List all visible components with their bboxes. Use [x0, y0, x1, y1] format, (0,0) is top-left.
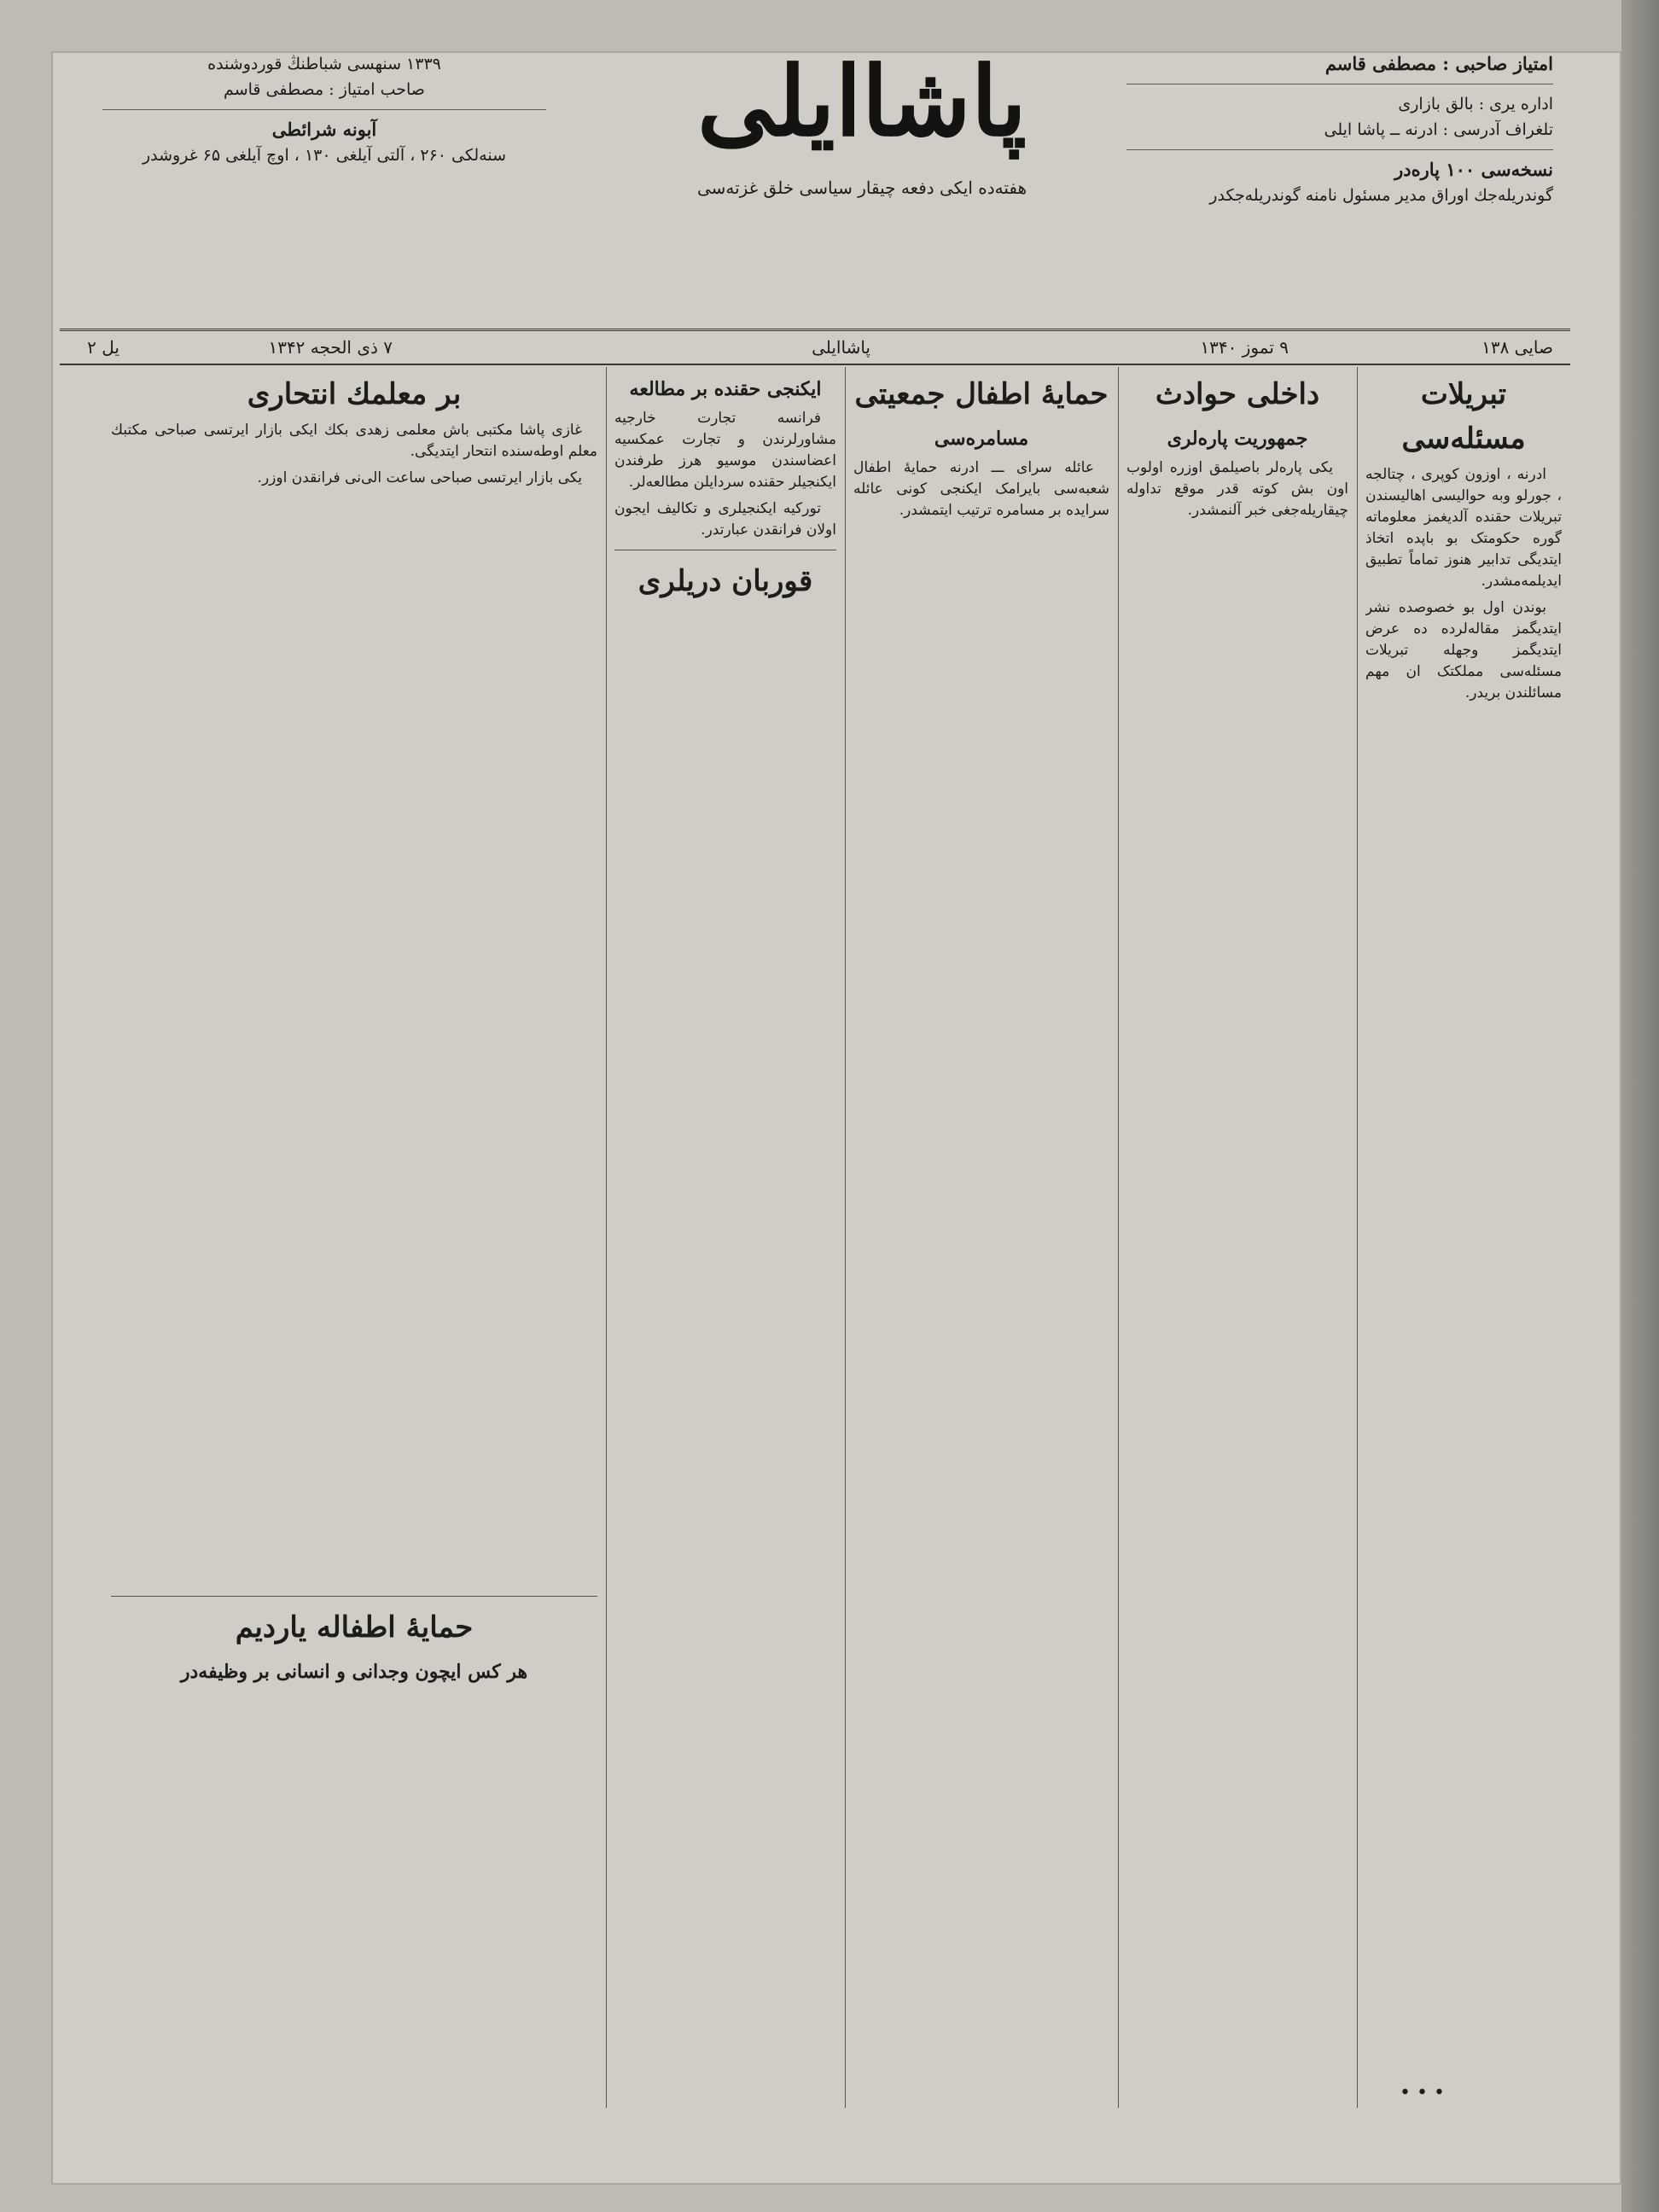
header-owner: امتیاز صاحبی : مصطفی قاسم: [1324, 53, 1553, 74]
header-right-block: [1126, 51, 1553, 208]
column-divider: [1357, 367, 1358, 2108]
subscription-title: آبونه شرائطی: [271, 119, 377, 140]
column-5-paragraph: یکی بازار ایرتسی صباحی ساعت الی‌نی فرانقدن اوزر.: [257, 469, 582, 486]
dateline: [60, 329, 1570, 365]
column-1-paragraph: ادرنه ، اوزون کوپری ، چتالجه ، جورلو وبه حوالیسی اهالیسندن تبریلات حقنده آلدیغمز معلوماته گوره حکومتک بو باپده اتخاذ ایتدیگی تدابیر هنوز تماماً تطبیق ایدیلمه‌مشدر.: [1365, 466, 1562, 590]
column-divider: [1118, 367, 1119, 2108]
column-4-paragraph: تورکیه ایکنجیلری و تکالیف ایجون اولان فرانقدن عبارتدر.: [614, 500, 836, 538]
column-3-paragraph: عائله سرای ـــ ادرنه حمایۀ اطفال شعبه‌سی بایرامک ایکنجی کونی عائله سرایده بر مسامره ترتیب ایتمشدر.: [853, 459, 1109, 519]
children-aid-subhead: هر کس ایچون وجدانی و انسانی بر وظیفه‌در: [180, 1661, 528, 1683]
column-4-paragraph: فرانسه تجارت خارجیه مشاورلرندن و تجارت عمکسیه اعضاسندن موسیو هرز طرفندن ایکنجیلر حقنده سردایلن مطالعه‌لر.: [614, 410, 836, 491]
newspaper-subtitle: هفته‌ده ایکی دفعه چیقار سیاسی خلق غزته‌سی: [696, 178, 1027, 198]
header-office: اداره یری : بالق بازاری: [1398, 95, 1553, 114]
column-5: [111, 367, 597, 1562]
column-3-headline: حمایۀ اطفال جمعیتی: [854, 377, 1109, 411]
column-5-headline: بر معلمك انتحاری: [247, 377, 462, 411]
bottom-left-block: [111, 1587, 597, 2099]
column-4-headline: ایکنجی حقنده بر مطالعه: [629, 378, 822, 400]
masthead: [674, 34, 1050, 222]
header-telegraph: تلغراف آدرسی : ادرنه ــ پاشا ایلی: [1324, 120, 1553, 139]
column-1-paragraph: بوندن اول بو خصوصده نشر ایتدیگمز مقاله‌لرده ده عرض ایتدیگمز وجهله تبریلات مسئله‌سی مملکتک ان مهم مسائلندن بریدر.: [1365, 599, 1562, 701]
header-left-block: [102, 51, 546, 168]
column-3: [853, 367, 1109, 2108]
newspaper-title: پاشاایلی: [697, 46, 1027, 158]
column-2-headline: داخلی حوادث: [1155, 377, 1320, 411]
column-divider: [606, 367, 607, 2108]
date-gregorian: ۹ تموز ۱۳۴۰: [1200, 337, 1289, 358]
qurban-headline: قوربان دریلری: [637, 564, 813, 598]
issue-number: صایی ۱۳۸: [1481, 337, 1553, 358]
subscription-line: سنه‌لکی ۲۶۰ ، آلتی آیلغی ۱۳۰ ، اوچ آیلغی ۶۵ غروشدر: [142, 146, 507, 165]
volume-year: یل ۲: [87, 337, 119, 358]
header-price: نسخه‌سی ۱۰۰ پاره‌در: [1394, 159, 1553, 180]
column-5-paragraph: غازی پاشا مکتبی باش معلمی زهدی بکك ایکی بازار ایرتسی صباحی مکتبك معلم اوطه‌سنده انتحار ایتدیگی.: [111, 422, 597, 460]
header-subnote: صاحب امتیاز : مصطفی قاسم: [224, 80, 425, 99]
children-aid-headline: حمایۀ اطفاله یاردیم: [235, 1610, 474, 1644]
column-2-paragraph: یکی پاره‌لر باصیلمق اوزره اولوب اون بش کوته قدر موقع تداوله چیقاریله‌جغی خبر آلنمشدر.: [1126, 459, 1348, 519]
column-1-headline: تبریلات مسئله‌سی: [1401, 377, 1526, 456]
dateline-center: پاشاایلی: [812, 337, 870, 358]
ornament-dots: • • •: [1400, 2082, 1445, 2104]
column-2-subhead: جمهوریت پاره‌لری: [1167, 428, 1308, 450]
header-year-note: ۱۳۳۹ سنهسی شباطنڭ قوردوشنده: [207, 55, 441, 73]
column-4: [614, 367, 836, 2108]
header-note: گوندریله‌جك اوراق مدیر مسئول نامنه گوندریله‌جكدر: [1209, 186, 1553, 205]
date-hijri: ۷ ذی الحجه ۱۳۴۲: [268, 337, 393, 358]
book-binding-edge: [1621, 0, 1659, 2212]
column-1: [1365, 367, 1562, 2108]
column-2: [1126, 367, 1348, 2108]
column-divider: [845, 367, 846, 2108]
column-3-subhead: مسامره‌سی: [934, 428, 1029, 450]
